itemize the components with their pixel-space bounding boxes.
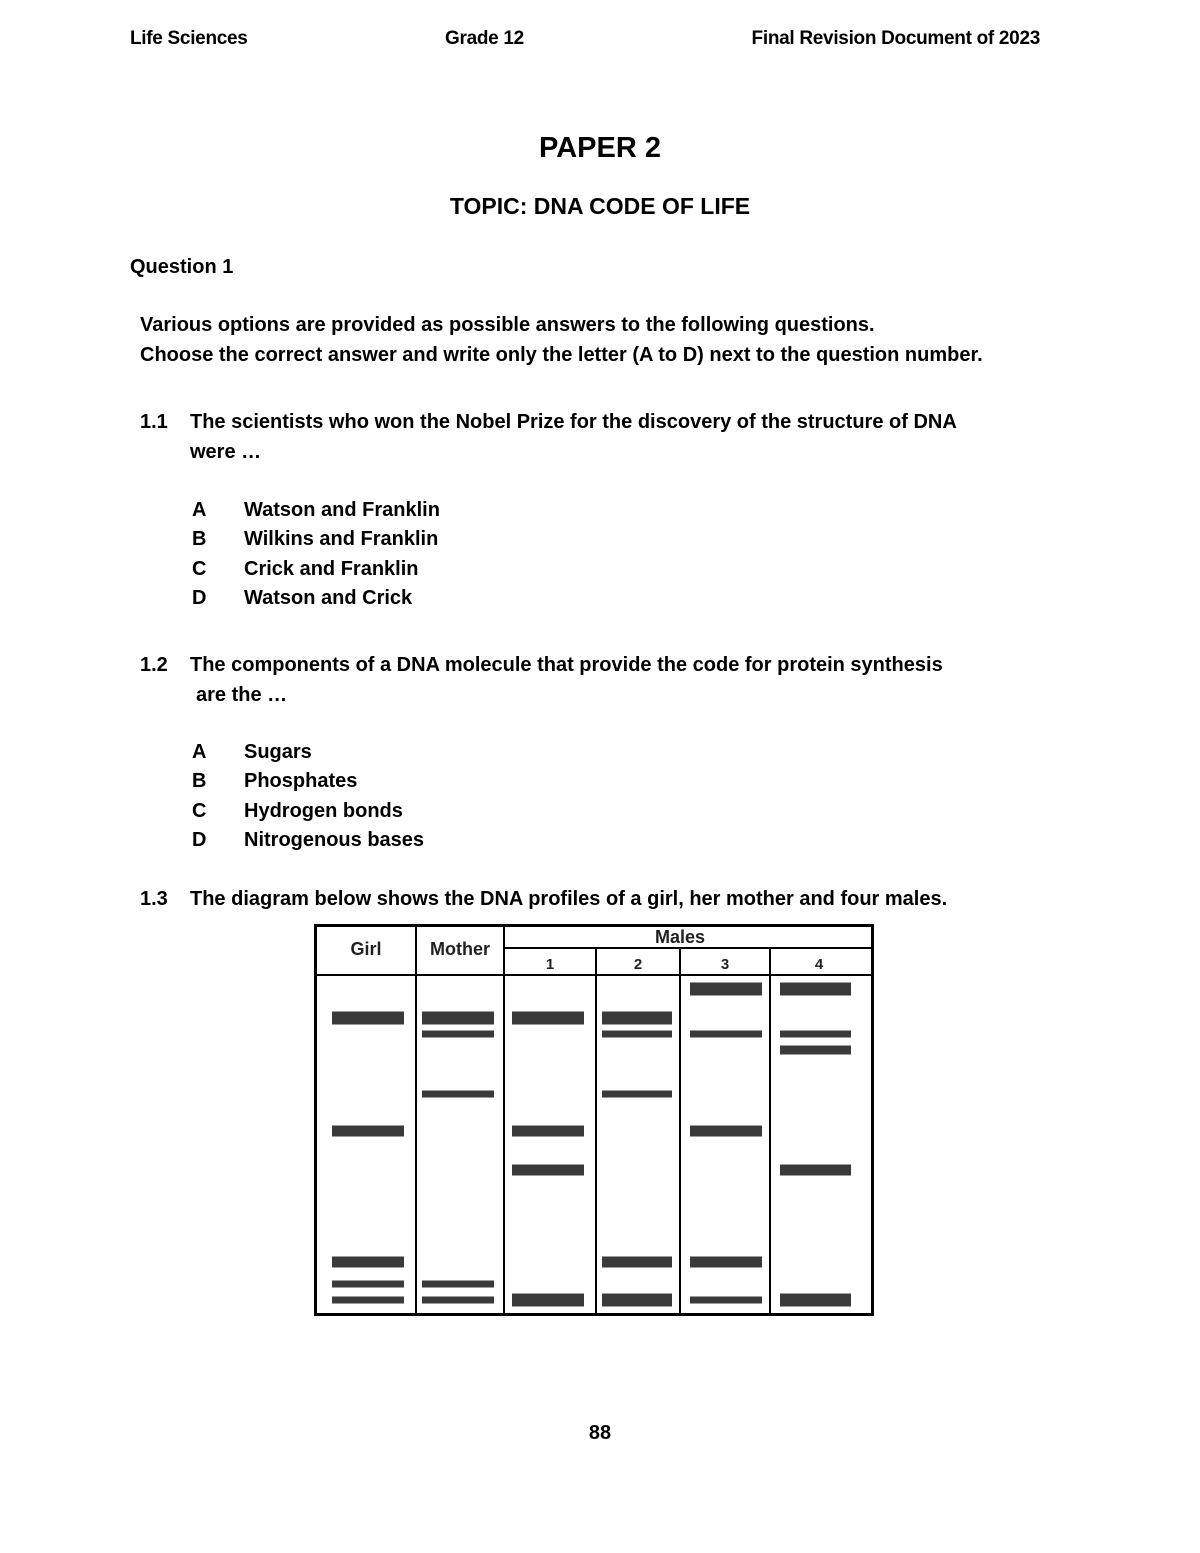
header-male-4: 4 — [814, 956, 824, 973]
dna-band — [332, 1297, 404, 1304]
dna-band — [422, 1091, 494, 1098]
dna-band — [422, 1281, 494, 1288]
option-letter-b: B — [192, 528, 207, 550]
option-text-a: Sugars — [244, 741, 312, 763]
option-text-b: Wilkins and Franklin — [244, 528, 439, 550]
dna-band — [780, 1294, 851, 1307]
header-male-1: 1 — [545, 956, 555, 973]
question-text-line-1: The components of a DNA molecule that provide the code for protein synthesis — [190, 654, 943, 676]
question-number: 1.3 — [140, 888, 168, 910]
option-letter-b: B — [192, 770, 207, 792]
dna-band — [512, 1165, 584, 1176]
question-text-line-2: are the … — [196, 684, 288, 706]
option-letter-d: D — [192, 587, 207, 609]
dna-band — [690, 1031, 762, 1038]
option-text-c: Crick and Franklin — [244, 558, 419, 580]
header-male-2: 2 — [633, 956, 643, 973]
option-text-c: Hydrogen bonds — [244, 800, 403, 822]
question-number: 1.2 — [140, 654, 168, 676]
dna-band — [780, 1046, 851, 1055]
option-letter-a: A — [192, 499, 207, 521]
dna-band — [780, 983, 851, 996]
dna-band — [512, 1294, 584, 1307]
page-number: 88 — [588, 1422, 612, 1444]
header-male-3: 3 — [720, 956, 730, 973]
dna-band — [690, 1257, 762, 1268]
header-girl: Girl — [350, 939, 382, 959]
option-letter-d: D — [192, 829, 207, 851]
dna-band — [602, 1257, 672, 1268]
option-letter-a: A — [192, 741, 207, 763]
dna-band — [332, 1257, 404, 1268]
option-text-a: Watson and Franklin — [244, 499, 440, 521]
dna-band — [602, 1031, 672, 1038]
question-heading: Question 1 — [130, 256, 234, 278]
running-header-subject: Life Sciences — [130, 28, 248, 49]
header-mother: Mother — [430, 939, 490, 959]
dna-band — [780, 1031, 851, 1038]
question-text-line-1: The diagram below shows the DNA profiles of a girl, her mother and four males. — [190, 888, 948, 910]
option-letter-c: C — [192, 800, 207, 822]
dna-band — [512, 1012, 584, 1025]
header-males: Males — [654, 927, 706, 947]
option-text-b: Phosphates — [244, 770, 358, 792]
instructions-line-1: Various options are provided as possible answers to the following questions. — [140, 314, 875, 336]
dna-band — [602, 1091, 672, 1098]
dna-band — [512, 1126, 584, 1137]
paper-title: PAPER 2 — [539, 132, 661, 164]
option-text-d: Watson and Crick — [244, 587, 413, 609]
dna-band — [602, 1294, 672, 1307]
topic-title: TOPIC: DNA CODE OF LIFE — [449, 193, 751, 219]
running-header-grade: Grade 12 — [445, 28, 524, 49]
dna-bands — [332, 983, 851, 1307]
dna-band — [332, 1126, 404, 1137]
dna-band — [332, 1281, 404, 1288]
dna-band — [422, 1012, 494, 1025]
running-header-document: Final Revision Document of 2023 — [751, 28, 1040, 49]
dna-band — [602, 1012, 672, 1025]
dna-band — [690, 1126, 762, 1137]
dna-band — [690, 983, 762, 996]
dna-band — [422, 1297, 494, 1304]
question-text-line-2: were … — [190, 441, 262, 463]
dna-profile-diagram — [314, 924, 874, 1316]
option-letter-c: C — [192, 558, 207, 580]
instructions-line-2: Choose the correct answer and write only the letter (A to D) next to the question number. — [140, 344, 983, 366]
question-text-line-1: The scientists who won the Nobel Prize for the discovery of the structure of DNA — [190, 411, 957, 433]
dna-band — [780, 1165, 851, 1176]
option-text-d: Nitrogenous bases — [244, 829, 425, 851]
question-number: 1.1 — [140, 411, 168, 433]
dna-band — [332, 1012, 404, 1025]
dna-band — [422, 1031, 494, 1038]
dna-band — [690, 1297, 762, 1304]
dna-profile-svg — [314, 924, 874, 1316]
